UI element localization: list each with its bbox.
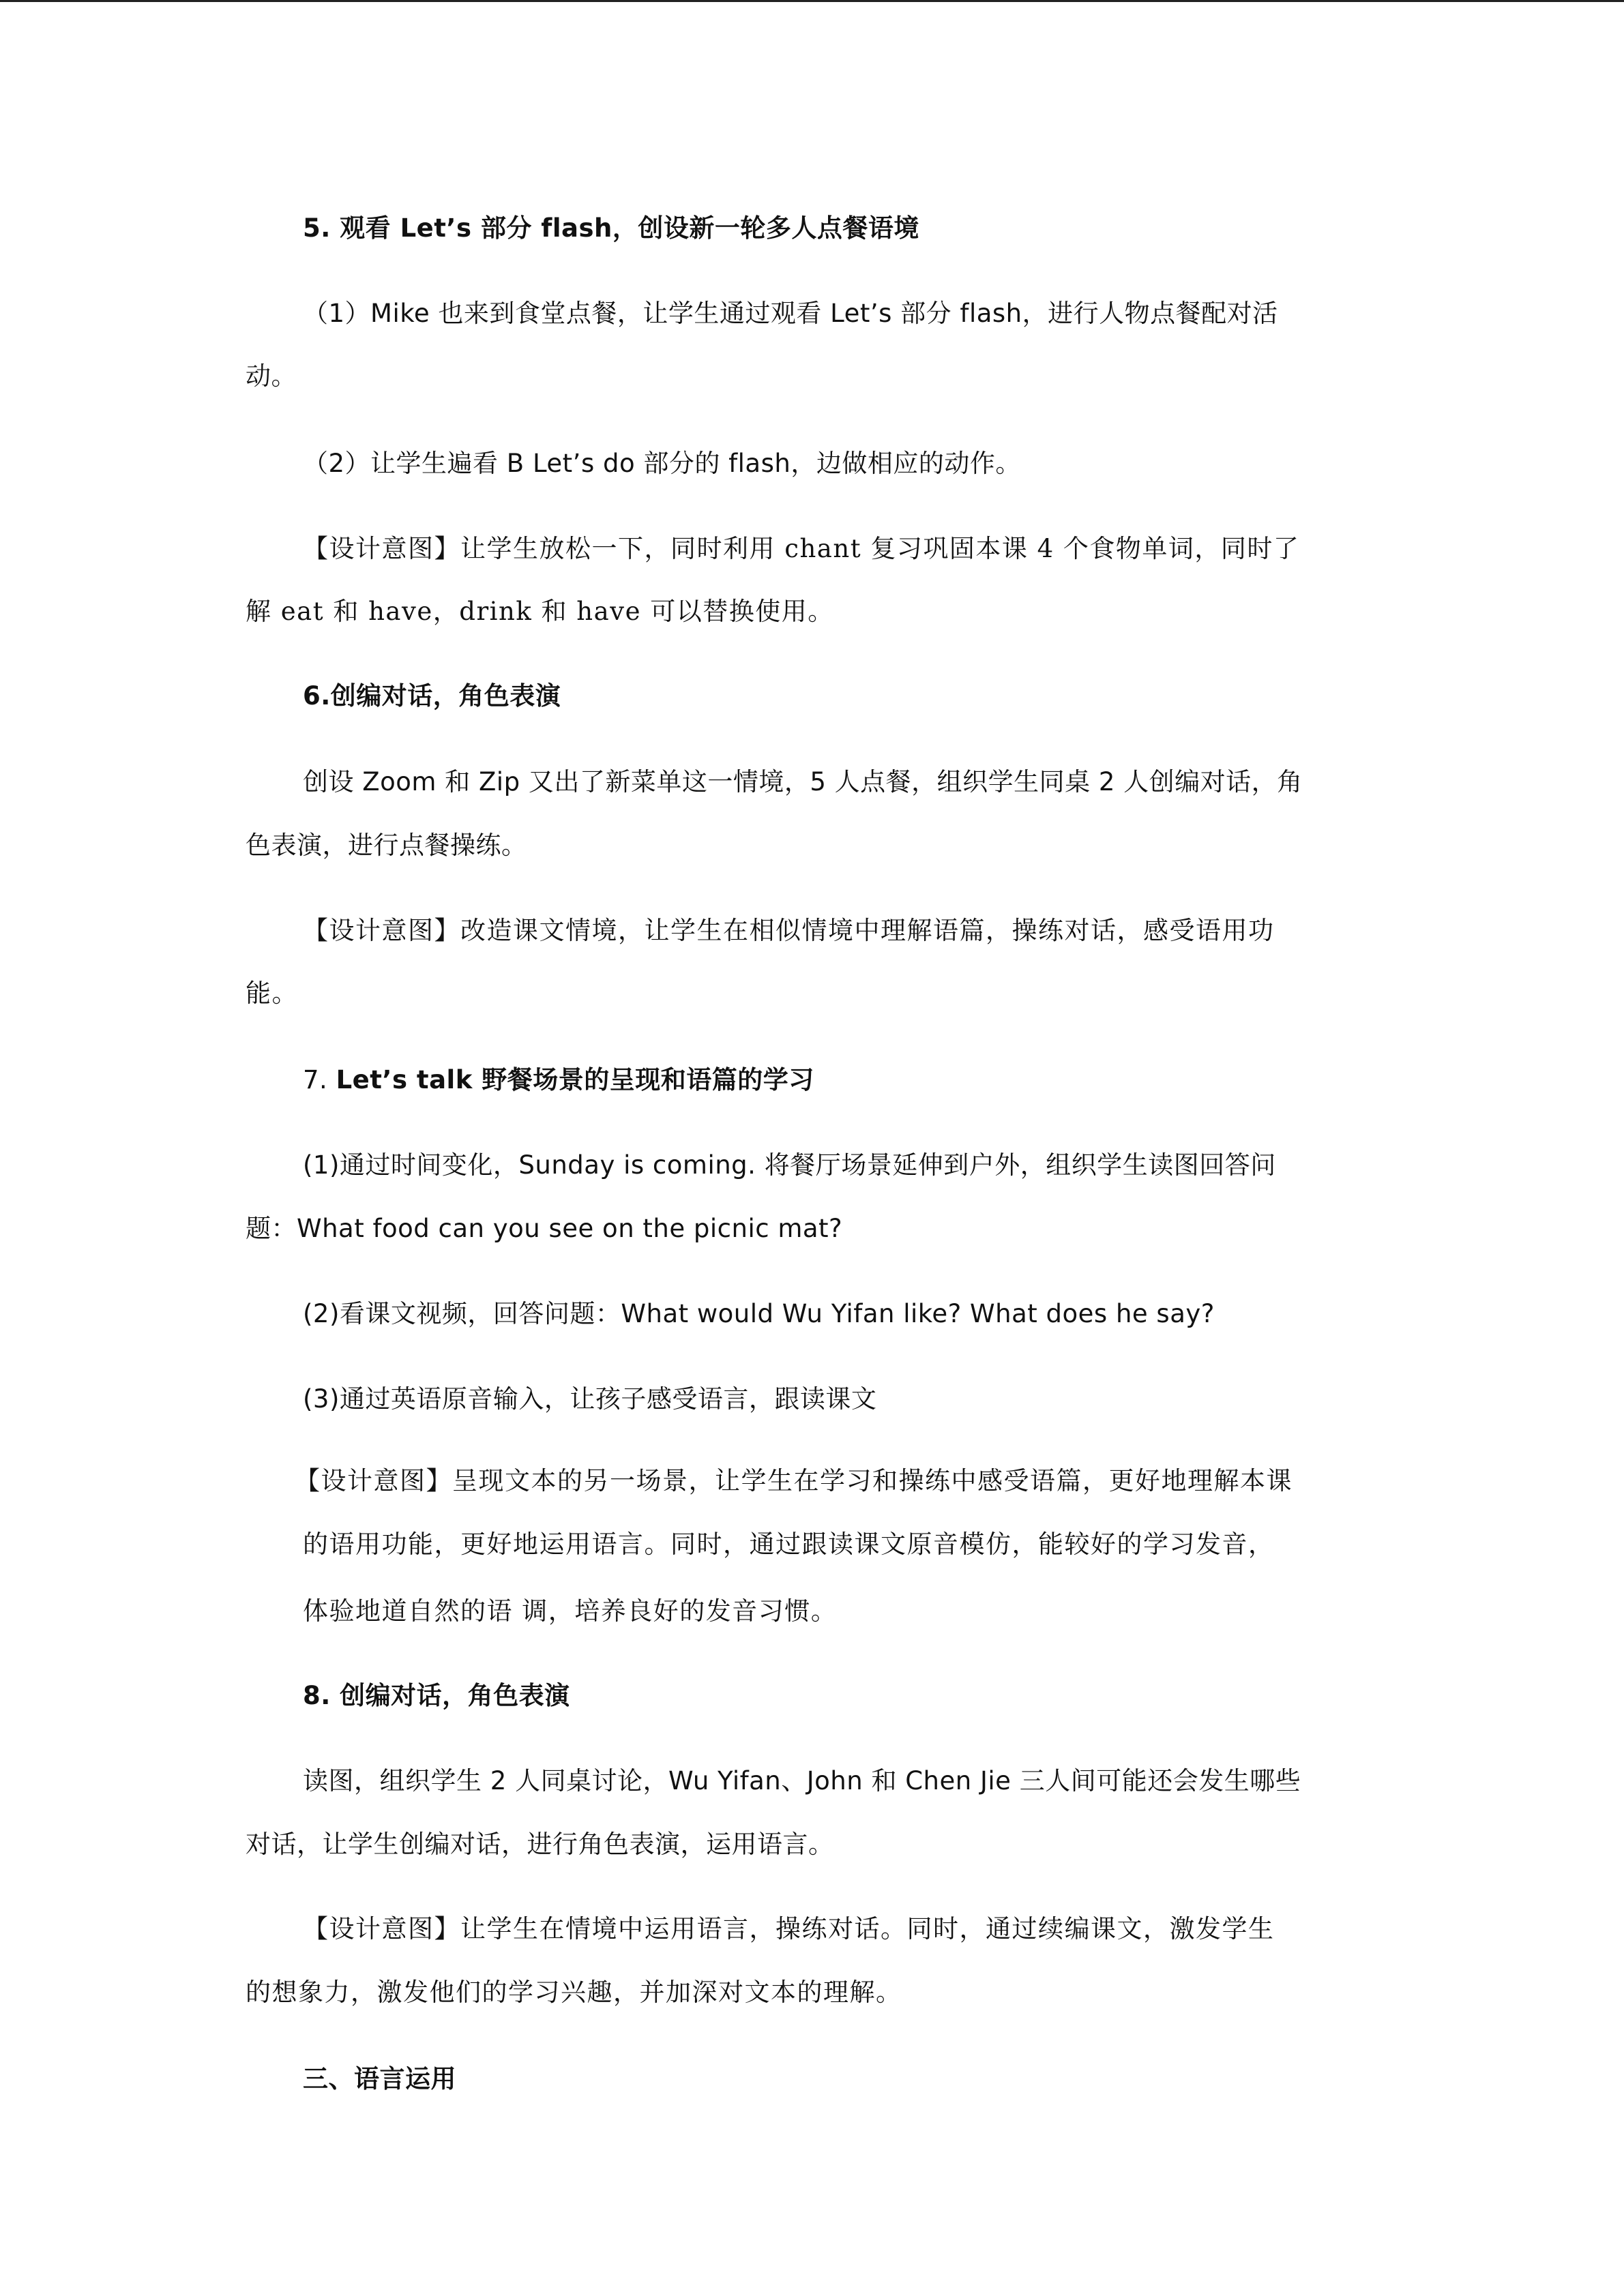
section-5-item-1-line-1: （1）Mike 也来到食堂点餐，让学生通过观看 Let’s 部分 flash，进行人物点餐配对活: [303, 299, 1278, 328]
section-8-design-intent-line-1: 【设计意图】让学生在情境中运用语言，操练对话。同时，通过续编课文，激发学生: [303, 1914, 1275, 1943]
section-7-design-intent-line-1: 【设计意图】呈现文本的另一场景，让学生在学习和操练中感受语篇，更好地理解本课: [295, 1466, 1293, 1495]
section-5-item-1-line-2: 动。: [246, 361, 297, 391]
section-6-item-1-line-2: 色表演，进行点餐操练。: [246, 831, 527, 860]
section-7-item-1-line-2: 题：What food can you see on the picnic mat?: [246, 1214, 843, 1243]
section-7-heading-number: 7.: [303, 1065, 336, 1094]
section-5-item-2-line-1: （2）让学生遍看 B Let’s do 部分的 flash，边做相应的动作。: [303, 449, 1021, 478]
section-5-heading: 5. 观看 Let’s 部分 flash，创设新一轮多人点餐语境: [303, 213, 919, 243]
section-6-heading: 6.创编对话，角色表演: [303, 681, 561, 711]
section-7-item-2-line-1: (2)看课文视频，回答问题：What would Wu Yifan like? What does he say?: [303, 1299, 1215, 1328]
section-5-design-intent-line-2: 解 eat 和 have，drink 和 have 可以替换使用。: [246, 597, 834, 626]
section-7-item-3-line-1: (3)通过英语原音输入，让孩子感受语言，跟读课文: [303, 1384, 877, 1414]
section-7-heading-text: Let’s talk 野餐场景的呈现和语篇的学习: [336, 1065, 814, 1094]
section-6-design-intent-line-2: 能。: [246, 979, 298, 1008]
section-7-heading: [303, 1063, 814, 1097]
page-top-border: [0, 0, 1624, 2]
section-language-use-heading: 三、语言运用: [303, 2064, 456, 2093]
section-7-design-intent-line-3: 体验地道自然的语 调，培养良好的发音习惯。: [303, 1596, 838, 1626]
section-6-item-1-line-1: 创设 Zoom 和 Zip 又出了新菜单这一情境，5 人点餐，组织学生同桌 2 人创编对话，角: [303, 767, 1303, 796]
section-7-item-1-line-1: (1)通过时间变化，Sunday is coming. 将餐厅场景延伸到户外，组织学生读图回答问: [303, 1150, 1276, 1180]
section-8-design-intent-line-2: 的想象力，激发他们的学习兴趣，并加深对文本的理解。: [246, 1978, 902, 2007]
section-8-item-1-line-2: 对话，让学生创编对话，进行角色表演，运用语言。: [246, 1830, 834, 1859]
section-7-design-intent-line-2: 的语用功能，更好地运用语言。同时，通过跟读课文原音模仿，能较好的学习发音，: [303, 1530, 1275, 1559]
section-5-design-intent-line-1: 【设计意图】让学生放松一下，同时利用 chant 复习巩固本课 4 个食物单词，同时了: [303, 534, 1300, 563]
section-8-item-1-line-1: 读图，组织学生 2 人同桌讨论，Wu Yifan、John 和 Chen Jie 三人间可能还会发生哪些: [303, 1766, 1301, 1795]
section-8-heading: 8. 创编对话，角色表演: [303, 1681, 570, 1710]
section-6-design-intent-line-1: 【设计意图】改造课文情境，让学生在相似情境中理解语篇，操练对话，感受语用功: [303, 916, 1275, 945]
